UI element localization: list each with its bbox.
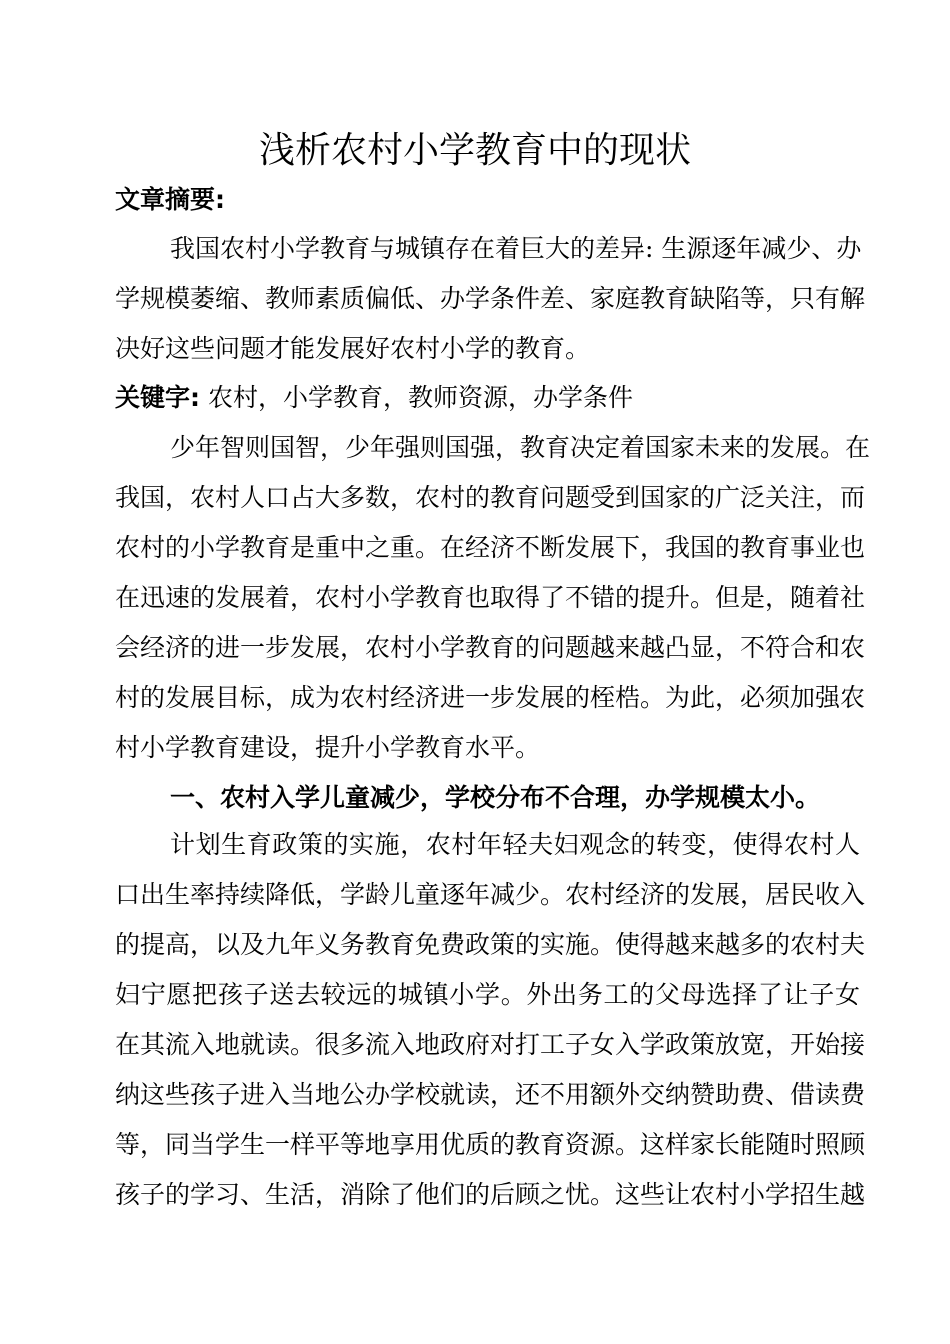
intro-line: 会经济的进一步发展，农村小学教育的问题越来越凸显，不符合和农 (115, 633, 866, 662)
section1-line: 妇宁愿把孩子送去较远的城镇小学。外出务工的父母选择了让子女 (115, 980, 860, 1009)
section1-line: 孩子的学习、生活，消除了他们的后顾之忧。这些让农村小学招生越 (115, 1180, 866, 1209)
keywords-value: 农村，小学教育，教师资源，办学条件 (200, 383, 633, 412)
section1-line: 口出生率持续降低，学龄儿童逐年减少。农村经济的发展，居民收入 (115, 880, 866, 909)
section-heading: 一、农村入学儿童减少，学校分布不合理，办学规模太小。 (170, 783, 821, 812)
section1-paragraph (115, 820, 866, 1220)
section1-line: 在其流入地就读。很多流入地政府对打工子女入学政策放宽，开始接 (115, 1030, 866, 1059)
section1-line: 纳这些孩子进入当地公办学校就读，还不用额外交纳赞助费、借读费 (115, 1080, 866, 1109)
abstract-paragraph (115, 224, 866, 374)
keywords-label: 关键字: (115, 383, 200, 412)
intro-line: 农村的小学教育是重中之重。在经济不断发展下，我国的教育事业也 (115, 533, 866, 562)
document-title: 浅析农村小学教育中的现状 (258, 130, 691, 171)
intro-line: 我国，农村人口占大多数，农村的教育问题受到国家的广泛关注，而 (115, 483, 866, 512)
section1-line: 等，同当学生一样平等地享用优质的教育资源。这样家长能随时照顾 (115, 1130, 866, 1159)
abstract-heading: 文章摘要: (115, 185, 225, 214)
intro-line: 少年智则国智，少年强则国强，教育决定着国家未来的发展。在 (170, 433, 871, 462)
intro-line: 在迅速的发展着，农村小学教育也取得了不错的提升。但是，随着社 (115, 583, 866, 612)
keywords-line (115, 380, 633, 416)
section1-line: 的提高，以及九年义务教育免费政策的实施。使得越来越多的农村夫 (115, 930, 866, 959)
abstract-line: 我国农村小学教育与城镇存在着巨大的差异: 生源逐年减少、办 (170, 234, 862, 263)
intro-line: 村小学教育建设，提升小学教育水平。 (115, 733, 541, 762)
abstract-line: 决好这些问题才能发展好农村小学的教育。 (115, 334, 591, 363)
section1-line: 计划生育政策的实施，农村年轻夫妇观念的转变，使得农村人 (170, 830, 860, 859)
abstract-line: 学规模萎缩、教师素质偏低、办学条件差、家庭教育缺陷等，只有解 (115, 284, 866, 313)
intro-line: 村的发展目标，成为农村经济进一步发展的桎梏。为此，必须加强农 (115, 683, 866, 712)
intro-paragraph (115, 423, 871, 773)
